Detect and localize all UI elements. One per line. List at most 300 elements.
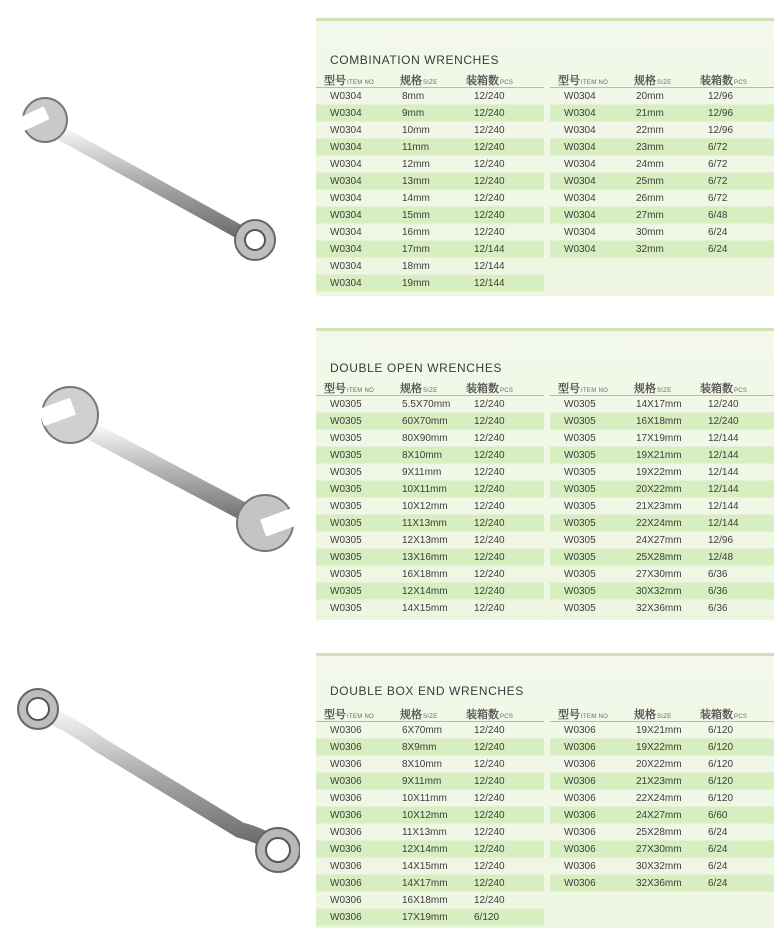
size: 22X24mm [636, 793, 682, 804]
item-no: W0305 [564, 535, 596, 546]
table-row [550, 122, 774, 139]
pcs: 12/240 [474, 586, 505, 597]
size: 22mm [636, 125, 664, 136]
table-row [550, 549, 774, 566]
size: 16X18mm [402, 569, 448, 580]
item-no: W0304 [330, 278, 362, 289]
combination-wrench-image [10, 90, 290, 270]
table-header [316, 378, 544, 396]
header-item: 型号ITEM NO [324, 383, 375, 395]
table-row [316, 413, 544, 430]
size: 11X13mm [402, 827, 447, 838]
pcs: 6/36 [708, 586, 728, 597]
table-row [550, 875, 774, 892]
size: 21mm [636, 108, 664, 119]
pcs: 6/120 [708, 793, 734, 804]
size: 25mm [636, 176, 664, 187]
table-row [316, 892, 544, 909]
pcs: 12/240 [474, 399, 505, 410]
table-row [316, 498, 544, 515]
pcs: 12/240 [474, 569, 505, 580]
size: 10mm [402, 125, 430, 136]
item-no: W0304 [564, 210, 596, 221]
table-row [316, 756, 544, 773]
item-no: W0304 [330, 159, 362, 170]
pcs: 12/144 [474, 244, 505, 255]
item-no: W0306 [330, 844, 362, 855]
size: 32X36mm [636, 603, 682, 614]
combination-wrenches-section [316, 18, 774, 298]
item-no: W0306 [330, 725, 362, 736]
header-pcs: 装箱数PCS [700, 383, 748, 395]
table-row [316, 875, 544, 892]
pcs: 12/144 [474, 261, 505, 272]
header-item: 型号ITEM NO [324, 709, 375, 721]
table-row [316, 722, 544, 739]
item-no: W0304 [564, 244, 596, 255]
pcs: 12/240 [474, 501, 505, 512]
table-row [316, 807, 544, 824]
table-row [316, 515, 544, 532]
size: 14X17mm [402, 878, 448, 889]
pcs: 12/240 [474, 861, 505, 872]
table-left [316, 704, 544, 926]
size: 8X10mm [402, 759, 443, 770]
item-no: W0306 [330, 793, 362, 804]
size: 17X19mm [402, 912, 448, 923]
item-no: W0306 [564, 861, 596, 872]
pcs: 6/24 [708, 244, 728, 255]
header-item: 型号ITEM NO [558, 709, 609, 721]
size: 24X27mm [636, 810, 682, 821]
table-row [550, 824, 774, 841]
size: 8mm [402, 91, 425, 102]
item-no: W0305 [330, 467, 362, 478]
item-no: W0305 [564, 586, 596, 597]
table-row [550, 756, 774, 773]
pcs: 12/240 [474, 125, 505, 136]
item-no: W0305 [564, 518, 596, 529]
double-open-wrench-image [30, 385, 300, 555]
table-row [316, 858, 544, 875]
table-row [550, 173, 774, 190]
table-row [316, 464, 544, 481]
double-box-end-wrench-image [10, 685, 300, 885]
section-title: DOUBLE OPEN WRENCHES [330, 361, 503, 375]
table-row [550, 207, 774, 224]
table-row [550, 481, 774, 498]
item-no: W0306 [330, 878, 362, 889]
table-row [316, 430, 544, 447]
pcs: 12/240 [474, 227, 505, 238]
item-no: W0304 [330, 193, 362, 204]
pcs: 12/240 [474, 552, 505, 563]
pcs: 12/240 [474, 603, 505, 614]
size: 30mm [636, 227, 664, 238]
size: 6X70mm [402, 725, 443, 736]
item-no: W0306 [330, 759, 362, 770]
table-row [316, 122, 544, 139]
item-no: W0304 [330, 244, 362, 255]
pcs: 6/120 [708, 776, 734, 787]
item-no: W0305 [564, 416, 596, 427]
table-row [550, 532, 774, 549]
item-no: W0304 [564, 142, 596, 153]
pcs: 12/240 [474, 159, 505, 170]
pcs: 12/240 [474, 793, 505, 804]
header-pcs: 装箱数PCS [466, 709, 514, 721]
header-item: 型号ITEM NO [558, 75, 609, 87]
size: 11mm [402, 142, 430, 153]
item-no: W0304 [564, 125, 596, 136]
item-no: W0305 [564, 484, 596, 495]
pcs: 12/96 [708, 535, 734, 546]
pcs: 6/72 [708, 176, 728, 187]
size: 19X22mm [636, 742, 682, 753]
table-row [316, 105, 544, 122]
table-row [550, 430, 774, 447]
pcs: 12/144 [474, 278, 505, 289]
pcs: 12/240 [474, 742, 505, 753]
item-no: W0304 [330, 142, 362, 153]
size: 9X11mm [402, 776, 442, 787]
header-size: 规格SIZE [400, 383, 438, 395]
size: 10X12mm [402, 501, 448, 512]
item-no: W0306 [564, 725, 596, 736]
item-no: W0304 [330, 261, 362, 272]
size: 12X13mm [402, 535, 448, 546]
pcs: 6/36 [708, 603, 728, 614]
table-row [316, 224, 544, 241]
table-row [550, 464, 774, 481]
table-row [316, 241, 544, 258]
header-size: 规格SIZE [634, 383, 672, 395]
size: 22X24mm [636, 518, 682, 529]
table-header [316, 70, 544, 88]
pcs: 6/24 [708, 844, 728, 855]
item-no: W0305 [564, 450, 596, 461]
header-size: 规格SIZE [400, 709, 438, 721]
item-no: W0305 [330, 518, 362, 529]
table-row [316, 275, 544, 292]
size: 30X32mm [636, 861, 682, 872]
size: 30X32mm [636, 586, 682, 597]
size: 14X15mm [402, 603, 448, 614]
pcs: 6/72 [708, 159, 728, 170]
pcs: 12/240 [474, 484, 505, 495]
table-right [550, 704, 774, 892]
item-no: W0306 [330, 742, 362, 753]
item-no: W0305 [564, 552, 596, 563]
pcs: 6/48 [708, 210, 728, 221]
table-row [316, 909, 544, 926]
table-row [550, 600, 774, 617]
table-row [316, 447, 544, 464]
size: 32mm [636, 244, 664, 255]
item-no: W0305 [564, 399, 596, 410]
pcs: 12/240 [474, 176, 505, 187]
size: 16X18mm [402, 895, 448, 906]
table-row [316, 773, 544, 790]
size: 19X21mm [636, 450, 682, 461]
table-row [316, 156, 544, 173]
table-row [550, 722, 774, 739]
size: 26mm [636, 193, 664, 204]
item-no: W0305 [330, 433, 362, 444]
size: 8X10mm [402, 450, 443, 461]
pcs: 12/240 [474, 91, 505, 102]
pcs: 12/240 [474, 433, 505, 444]
size: 21X23mm [636, 776, 682, 787]
pcs: 12/48 [708, 552, 734, 563]
pcs: 12/240 [474, 725, 505, 736]
header-item: 型号ITEM NO [558, 383, 609, 395]
table-header [316, 704, 544, 722]
pcs: 12/144 [708, 467, 739, 478]
size: 21X23mm [636, 501, 682, 512]
size: 12X14mm [402, 844, 448, 855]
item-no: W0306 [330, 912, 362, 923]
pcs: 12/240 [474, 759, 505, 770]
size: 20X22mm [636, 759, 682, 770]
item-no: W0306 [564, 810, 596, 821]
item-no: W0306 [564, 844, 596, 855]
header-pcs: 装箱数PCS [700, 75, 748, 87]
table-row [550, 498, 774, 515]
size: 20mm [636, 91, 664, 102]
pcs: 6/72 [708, 142, 728, 153]
section-title: DOUBLE BOX END WRENCHES [330, 684, 524, 698]
pcs: 12/144 [708, 501, 739, 512]
item-no: W0304 [330, 125, 362, 136]
size: 19mm [402, 278, 430, 289]
table-right [550, 70, 774, 258]
table-row [550, 566, 774, 583]
table-row [550, 190, 774, 207]
double-box-end-wrenches-section [316, 653, 774, 928]
size: 5.5X70mm [402, 399, 451, 410]
pcs: 12/144 [708, 450, 739, 461]
table-row [550, 447, 774, 464]
header-pcs: 装箱数PCS [466, 75, 514, 87]
item-no: W0306 [564, 776, 596, 787]
pcs: 12/96 [708, 108, 734, 119]
section-title: COMBINATION WRENCHES [330, 53, 500, 67]
table-row [550, 858, 774, 875]
size: 8X9mm [402, 742, 437, 753]
pcs: 6/24 [708, 878, 728, 889]
item-no: W0305 [564, 569, 596, 580]
size: 23mm [636, 142, 664, 153]
table-row [316, 549, 544, 566]
size: 32X36mm [636, 878, 682, 889]
size: 16mm [402, 227, 430, 238]
item-no: W0305 [564, 603, 596, 614]
item-no: W0306 [330, 810, 362, 821]
table-row [550, 224, 774, 241]
table-row [316, 88, 544, 105]
item-no: W0304 [564, 108, 596, 119]
table-row [550, 396, 774, 413]
pcs: 12/240 [474, 467, 505, 478]
item-no: W0306 [564, 759, 596, 770]
item-no: W0306 [330, 895, 362, 906]
pcs: 6/60 [708, 810, 728, 821]
table-row [316, 583, 544, 600]
size: 19X22mm [636, 467, 682, 478]
size: 60X70mm [402, 416, 448, 427]
table-row [316, 841, 544, 858]
pcs: 12/96 [708, 91, 734, 102]
pcs: 6/24 [708, 227, 728, 238]
item-no: W0305 [330, 569, 362, 580]
size: 14X17mm [636, 399, 682, 410]
table-row [550, 739, 774, 756]
table-row [550, 413, 774, 430]
header-size: 规格SIZE [400, 75, 438, 87]
item-no: W0305 [330, 450, 362, 461]
size: 10X11mm [402, 484, 447, 495]
table-left [316, 70, 544, 292]
pcs: 12/240 [474, 416, 505, 427]
table-row [316, 600, 544, 617]
table-row [316, 139, 544, 156]
table-row [550, 583, 774, 600]
item-no: W0305 [330, 484, 362, 495]
item-no: W0304 [564, 227, 596, 238]
pcs: 12/144 [708, 518, 739, 529]
pcs: 6/24 [708, 861, 728, 872]
pcs: 6/24 [708, 827, 728, 838]
size: 11X13mm [402, 518, 447, 529]
size: 12X14mm [402, 586, 448, 597]
item-no: W0306 [564, 827, 596, 838]
table-row [316, 173, 544, 190]
pcs: 12/240 [474, 776, 505, 787]
header-pcs: 装箱数PCS [700, 709, 748, 721]
size: 12mm [402, 159, 430, 170]
table-row [550, 790, 774, 807]
table-header [550, 378, 774, 396]
header-pcs: 装箱数PCS [466, 383, 514, 395]
size: 14X15mm [402, 861, 448, 872]
item-no: W0306 [330, 827, 362, 838]
item-no: W0306 [330, 776, 362, 787]
table-row [316, 790, 544, 807]
table-row [316, 532, 544, 549]
size: 25X28mm [636, 827, 682, 838]
table-row [316, 258, 544, 275]
size: 9X11mm [402, 467, 442, 478]
size: 27X30mm [636, 569, 682, 580]
pcs: 12/240 [474, 108, 505, 119]
pcs: 12/144 [708, 433, 739, 444]
size: 20X22mm [636, 484, 682, 495]
pcs: 12/240 [474, 810, 505, 821]
size: 27X30mm [636, 844, 682, 855]
table-left [316, 378, 544, 617]
table-header [550, 70, 774, 88]
pcs: 12/240 [474, 450, 505, 461]
size: 19X21mm [636, 725, 682, 736]
pcs: 12/240 [474, 895, 505, 906]
table-row [316, 824, 544, 841]
item-no: W0305 [330, 586, 362, 597]
table-row [550, 241, 774, 258]
item-no: W0305 [564, 501, 596, 512]
item-no: W0306 [330, 861, 362, 872]
pcs: 6/120 [708, 759, 734, 770]
table-row [550, 156, 774, 173]
pcs: 12/240 [474, 844, 505, 855]
item-no: W0305 [330, 416, 362, 427]
size: 13X16mm [402, 552, 448, 563]
size: 15mm [402, 210, 430, 221]
pcs: 12/144 [708, 484, 739, 495]
table-header [550, 704, 774, 722]
header-size: 规格SIZE [634, 709, 672, 721]
table-row [316, 481, 544, 498]
size: 18mm [402, 261, 430, 272]
double-open-wrenches-section [316, 328, 774, 622]
table-row [316, 396, 544, 413]
header-item: 型号ITEM NO [324, 75, 375, 87]
item-no: W0304 [330, 91, 362, 102]
pcs: 12/240 [474, 210, 505, 221]
item-no: W0305 [330, 603, 362, 614]
item-no: W0304 [330, 227, 362, 238]
table-row [316, 566, 544, 583]
pcs: 12/240 [474, 535, 505, 546]
size: 10X12mm [402, 810, 448, 821]
size: 13mm [402, 176, 430, 187]
table-right [550, 378, 774, 617]
pcs: 12/240 [708, 399, 739, 410]
table-row [550, 105, 774, 122]
item-no: W0305 [330, 501, 362, 512]
item-no: W0304 [564, 193, 596, 204]
size: 16X18mm [636, 416, 682, 427]
item-no: W0304 [564, 176, 596, 187]
pcs: 12/96 [708, 125, 734, 136]
item-no: W0305 [330, 552, 362, 563]
table-row [550, 515, 774, 532]
pcs: 6/120 [708, 742, 734, 753]
size: 25X28mm [636, 552, 682, 563]
size: 17X19mm [636, 433, 682, 444]
size: 9mm [402, 108, 425, 119]
item-no: W0305 [564, 433, 596, 444]
pcs: 12/240 [474, 193, 505, 204]
header-size: 规格SIZE [634, 75, 672, 87]
size: 17mm [402, 244, 430, 255]
pcs: 12/240 [474, 878, 505, 889]
size: 10X11mm [402, 793, 447, 804]
table-row [316, 739, 544, 756]
item-no: W0305 [564, 467, 596, 478]
pcs: 6/120 [708, 725, 734, 736]
item-no: W0304 [564, 159, 596, 170]
table-row [316, 190, 544, 207]
item-no: W0304 [330, 176, 362, 187]
item-no: W0305 [330, 535, 362, 546]
pcs: 6/36 [708, 569, 728, 580]
table-row [550, 139, 774, 156]
size: 24X27mm [636, 535, 682, 546]
table-row [550, 807, 774, 824]
size: 14mm [402, 193, 430, 204]
table-row [316, 207, 544, 224]
